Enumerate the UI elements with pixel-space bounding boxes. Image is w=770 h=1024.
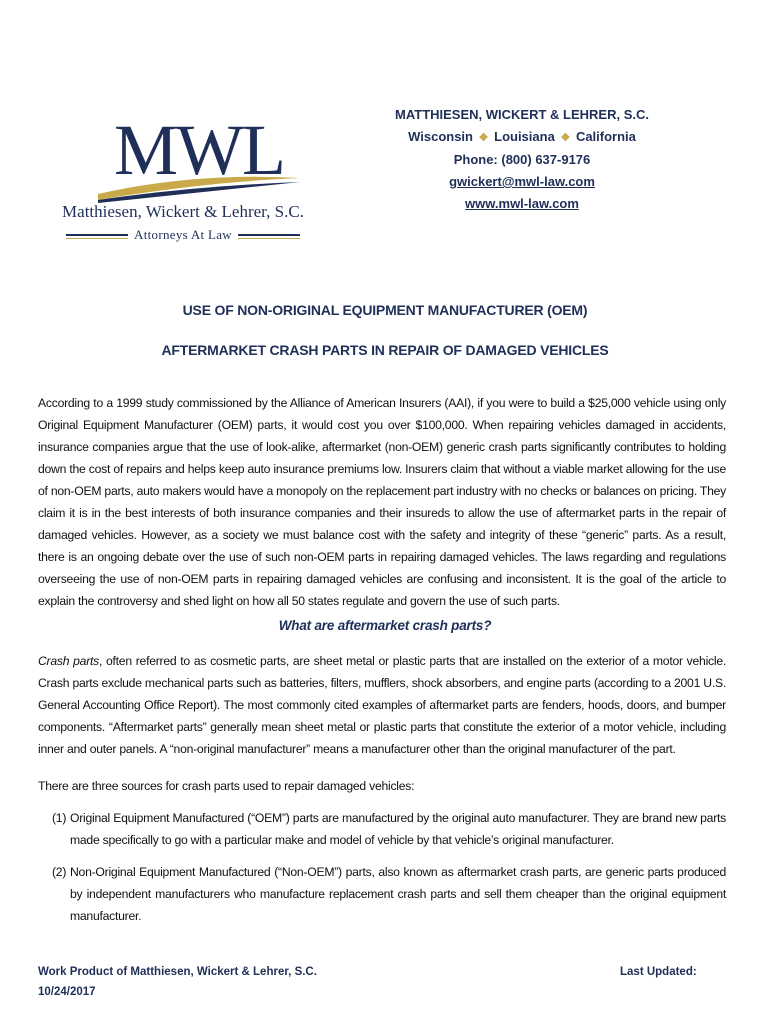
contact-website-link[interactable]: www.mwl-law.com bbox=[465, 196, 579, 211]
logo-letters: MWL bbox=[114, 110, 284, 190]
footer-work-product: Work Product of Matthiesen, Wickert & Lehrer, S.C. bbox=[38, 966, 317, 978]
office-locations bbox=[382, 126, 662, 149]
section-heading: What are aftermarket crash parts? bbox=[278, 618, 492, 633]
tagline-rule-right bbox=[238, 234, 300, 236]
document-title-line-2: AFTERMARKET CRASH PARTS IN REPAIR OF DAMAGED VEHICLES bbox=[161, 342, 609, 358]
office-wisconsin: Wisconsin bbox=[408, 129, 473, 144]
definition-paragraph bbox=[38, 650, 726, 760]
logo-tagline: Attorneys At Law bbox=[134, 227, 232, 242]
diamond-icon: ❖ bbox=[560, 132, 571, 144]
tagline-rule-left bbox=[66, 234, 128, 236]
list-text: Non-Original Equipment Manufactured (“Non-OEM”) parts, also known as aftermarket crash parts, are generic parts produced by independent manufacturers who manufacture replacement crash parts and sell them cheaper than the original equipment manufacturer. bbox=[70, 865, 726, 923]
footer-date: 10/24/2017 bbox=[38, 986, 96, 998]
contact-phone: Phone: (800) 637-9176 bbox=[453, 152, 591, 167]
list-number: (1) bbox=[52, 811, 67, 825]
list-item bbox=[52, 807, 726, 851]
contact-firm-name: MATTHIESEN, WICKERT & LEHRER, S.C. bbox=[395, 107, 649, 122]
contact-email-link[interactable]: gwickert@mwl-law.com bbox=[449, 174, 595, 189]
firm-logo bbox=[38, 108, 328, 248]
footer-last-updated: Last Updated: bbox=[620, 966, 697, 978]
page-footer bbox=[38, 962, 697, 1002]
lead-term: Crash parts bbox=[38, 654, 99, 668]
office-california: California bbox=[575, 129, 636, 144]
diamond-icon: ❖ bbox=[478, 132, 489, 144]
definition-text: , often referred to as cosmetic parts, are sheet metal or plastic parts that are installed on the exterior of a motor vehicle. Crash parts exclude mechanical parts such as batteries, filters, mufflers, shock absorbers, and engine parts (according to a 2001 U.S. General Accounting Office Report). The most commonly cited examples of aftermarket parts are fenders, hoods, doors, and bumper components. “Aftermarket parts” generally mean sheet metal or plastic parts that constitute the exterior of a motor vehicle, including inner and outer panels. A “non-original manufacturer” means a manufacturer other than the original manufacturer of the part. bbox=[38, 654, 726, 756]
mwl-logo-mark bbox=[94, 108, 304, 203]
contact-block bbox=[382, 104, 662, 215]
document-title-line-1: USE OF NON-ORIGINAL EQUIPMENT MANUFACTURER (OEM) bbox=[182, 302, 588, 318]
list-text: Original Equipment Manufactured (“OEM”) parts are manufactured by the original auto manufacturer. They are brand new parts made specifically to go with a particular make and model of vehicle by that vehicle’s original manufacturer. bbox=[70, 811, 726, 847]
list-number: (2) bbox=[52, 865, 67, 879]
logo-tagline-row bbox=[38, 227, 328, 243]
sources-intro: There are three sources for crash parts used to repair damaged vehicles: bbox=[38, 779, 415, 793]
logo-firm-name: Matthiesen, Wickert & Lehrer, S.C. bbox=[62, 202, 304, 221]
office-louisiana: Louisiana bbox=[494, 129, 555, 144]
list-item bbox=[52, 861, 726, 927]
intro-paragraph: According to a 1999 study commissioned by the Alliance of American Insurers (AAI), if you were to build a $25,000 vehicle using only Original Equipment Manufacturer (OEM) parts, it would cost you over $100,000. When repairing vehicles damaged in accidents, insurance companies argue that the use of look-alike, aftermarket (non-OEM) generic crash parts significantly contributes to holding down the cost of repairs and helps keep auto insurance premiums low. Insurers claim that without a viable market allowing for the use of non-OEM parts, auto makers would have a monopoly on the replacement part industry with no checks or balances on pricing. They claim it is in the best interests of both insurance companies and their insureds to allow the use of aftermarket parts in the repair of damaged vehicles. However, as a society we must balance cost with the safety and integrity of these “generic” parts. As a result, there is an ongoing debate over the use of such non-OEM parts in repairing damaged vehicles. The laws regarding and regulations overseeing the use of non-OEM parts in repairing damaged vehicles are confusing and inconsistent. It is the goal of the article to explain the controversy and shed light on how all 50 states regulate and govern the use of such parts. bbox=[38, 396, 726, 608]
